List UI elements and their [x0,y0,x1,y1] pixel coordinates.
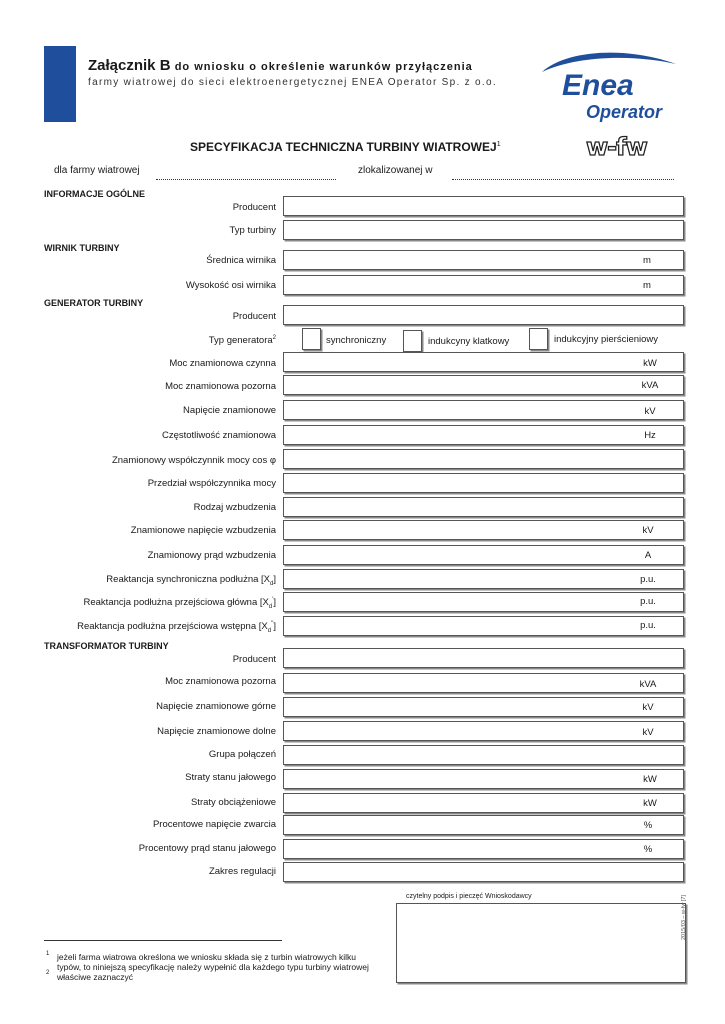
load-losses-unit: kW [643,798,657,809]
option-synchronous-label: synchroniczny [326,335,387,346]
no-load-current-input[interactable] [283,839,684,859]
reactance-xd-subtransient-input[interactable] [283,616,684,636]
no-load-losses-label: Straty stanu jałowego [185,772,276,783]
transformer-power-input[interactable] [283,673,684,693]
no-load-losses-unit: kW [643,774,657,785]
power-factor-label: Znamionowy współczynnik mocy cos φ [111,455,276,466]
power-factor-range-input[interactable] [283,473,684,493]
checkbox-squirrel-cage[interactable] [403,330,422,352]
regulation-range-label: Zakres regulacji [208,866,276,877]
upper-voltage-label: Napięcie znamionowe górne [156,701,276,712]
checkbox-slip-ring[interactable] [529,328,548,350]
generator-producer-label: Producent [232,311,276,322]
reactance-xd-transient-unit: p.u. [640,596,656,607]
rated-apparent-power-unit: kVA [641,380,659,391]
reactance-xd-transient-label: Reaktancja podłużna przejściowa główna $[X_d']$ [83,597,276,611]
short-circuit-voltage-input[interactable] [283,815,684,835]
rated-apparent-power-label: Moc znamionowa pozorna [165,381,276,392]
lower-voltage-unit: kV [642,727,654,738]
short-circuit-voltage-unit: % [643,820,653,831]
generator-producer-input[interactable] [283,305,684,325]
logo-enea-text: Enea [562,69,634,102]
transformer-power-unit: kVA [639,679,657,690]
rated-voltage-input[interactable] [283,400,684,420]
footnote-1-marker: 1 [46,951,50,958]
farm-name-field[interactable] [156,170,336,180]
reactance-xd-unit: p.u. [640,574,656,585]
rotor-diameter-input[interactable] [283,250,684,270]
power-factor-input[interactable] [283,449,684,469]
reactance-xd-subtransient-label: Reaktancja podłużna przejściowa wstępna $[X_d'']$ [77,621,276,635]
excitation-type-label: Rodzaj wzbudzenia [193,502,276,513]
no-load-losses-input[interactable] [283,769,684,789]
brand-bar [44,46,76,122]
checkbox-synchronous[interactable] [302,328,321,350]
vector-group-label: Grupa połączeń [208,749,276,760]
excitation-voltage-label: Znamionowe napięcie wzbudzenia [130,525,276,536]
location-field[interactable] [452,170,674,180]
signature-box[interactable] [396,903,686,983]
footnote-1-line2: typów, to niniejszą specyfikację należy wypełnić dla każdego typu turbiny wiatrowej [57,962,369,972]
power-factor-range-label: Przedział współczynnika mocy [147,478,276,489]
form-version-code: 2015/03 – w-fw [7] [681,895,687,940]
footnote-2-marker: 2 [46,970,50,977]
upper-voltage-input[interactable] [283,697,684,717]
upper-voltage-unit: kV [642,702,654,713]
section-transformer: TRANSFORMATOR TURBINY [44,641,169,651]
section-generator: GENERATOR TURBINY [44,298,144,308]
rated-active-power-input[interactable] [283,352,684,372]
reactance-xd-input[interactable] [283,569,684,589]
footnote-2-text: właściwe zaznaczyć [57,972,134,982]
rotor-diameter-label: Średnica wirnika [206,255,276,266]
excitation-voltage-unit: kV [642,525,654,536]
footnote-1-line1: jeżeli farma wiatrowa określona we wniosku składa się z turbin wiatrowych kilku [57,952,357,962]
regulation-range-input[interactable] [283,862,684,882]
no-load-current-unit: % [643,844,653,855]
option-squirrel-cage-label: indukcyny klatkowy [428,336,510,347]
rated-frequency-input[interactable] [283,425,684,445]
rated-voltage-unit: kV [644,406,656,417]
rated-frequency-unit: Hz [644,430,656,441]
rated-apparent-power-input[interactable] [283,375,684,395]
short-circuit-voltage-label: Procentowe napięcie zwarcia [152,819,276,830]
attachment-title: Załącznik B do wniosku o określenie warunków przyłączenia [88,57,473,74]
form-code: w-fw [586,133,647,161]
enea-operator-logo [536,46,680,126]
section-general: INFORMACJE OGÓLNE [44,189,146,199]
reactance-xd-transient-input[interactable] [283,592,684,612]
load-losses-label: Straty obciążeniowe [190,797,276,808]
turbine-type-label: Typ turbiny [229,225,276,236]
rotor-diameter-unit: m [643,255,651,266]
general-producer-label: Producent [232,202,276,213]
option-slip-ring-label: indukcyjny pierścieniowy [554,334,659,345]
lower-voltage-label: Napięcie znamionowe dolne [157,726,276,737]
lower-voltage-input[interactable] [283,721,684,741]
signature-caption: czytelny podpis i pieczęć Wnioskodawcy [406,893,532,900]
turbine-type-input[interactable] [283,220,684,240]
excitation-voltage-input[interactable] [283,520,684,540]
excitation-type-input[interactable] [283,497,684,517]
transformer-producer-label: Producent [232,654,276,665]
rotor-height-input[interactable] [283,275,684,295]
rated-active-power-unit: kW [643,358,657,369]
attachment-subtitle: farmy wiatrowej do sieci elektroenergetycznej ENEA Operator Sp. z o.o. [88,77,497,88]
rated-active-power-label: Moc znamionowa czynna [169,358,276,369]
rated-frequency-label: Częstotliwość znamionowa [161,430,276,441]
logo-operator-text: Operator [586,102,663,122]
farm-label: dla farmy wiatrowej [54,165,140,176]
load-losses-input[interactable] [283,793,684,813]
no-load-current-label: Procentowy prąd stanu jałowego [138,843,276,854]
rotor-height-label: Wysokość osi wirnika [185,280,276,291]
reactance-xd-label: Reaktancja synchroniczna podłużna $[X_d]$ [106,574,276,587]
generator-type-label: Typ generatora$^2$ [208,335,276,347]
footnote-divider [44,940,282,941]
section-rotor: WIRNIK TURBINY [44,243,120,253]
excitation-current-label: Znamionowy prąd wzbudzenia [147,550,276,561]
rotor-height-unit: m [643,280,651,291]
general-producer-input[interactable] [283,196,684,216]
transformer-power-label: Moc znamionowa pozorna [165,676,276,687]
location-label: zlokalizowanej w [358,165,433,176]
vector-group-input[interactable] [283,745,684,765]
excitation-current-input[interactable] [283,545,684,565]
reactance-xd-subtransient-unit: p.u. [640,620,656,631]
transformer-producer-input[interactable] [283,648,684,668]
rated-voltage-label: Napięcie znamionowe [183,405,276,416]
spec-title: SPECYFIKACJA TECHNICZNA TURBINY WIATROWEJ$^1$ [190,140,501,154]
excitation-current-unit: A [644,550,652,561]
